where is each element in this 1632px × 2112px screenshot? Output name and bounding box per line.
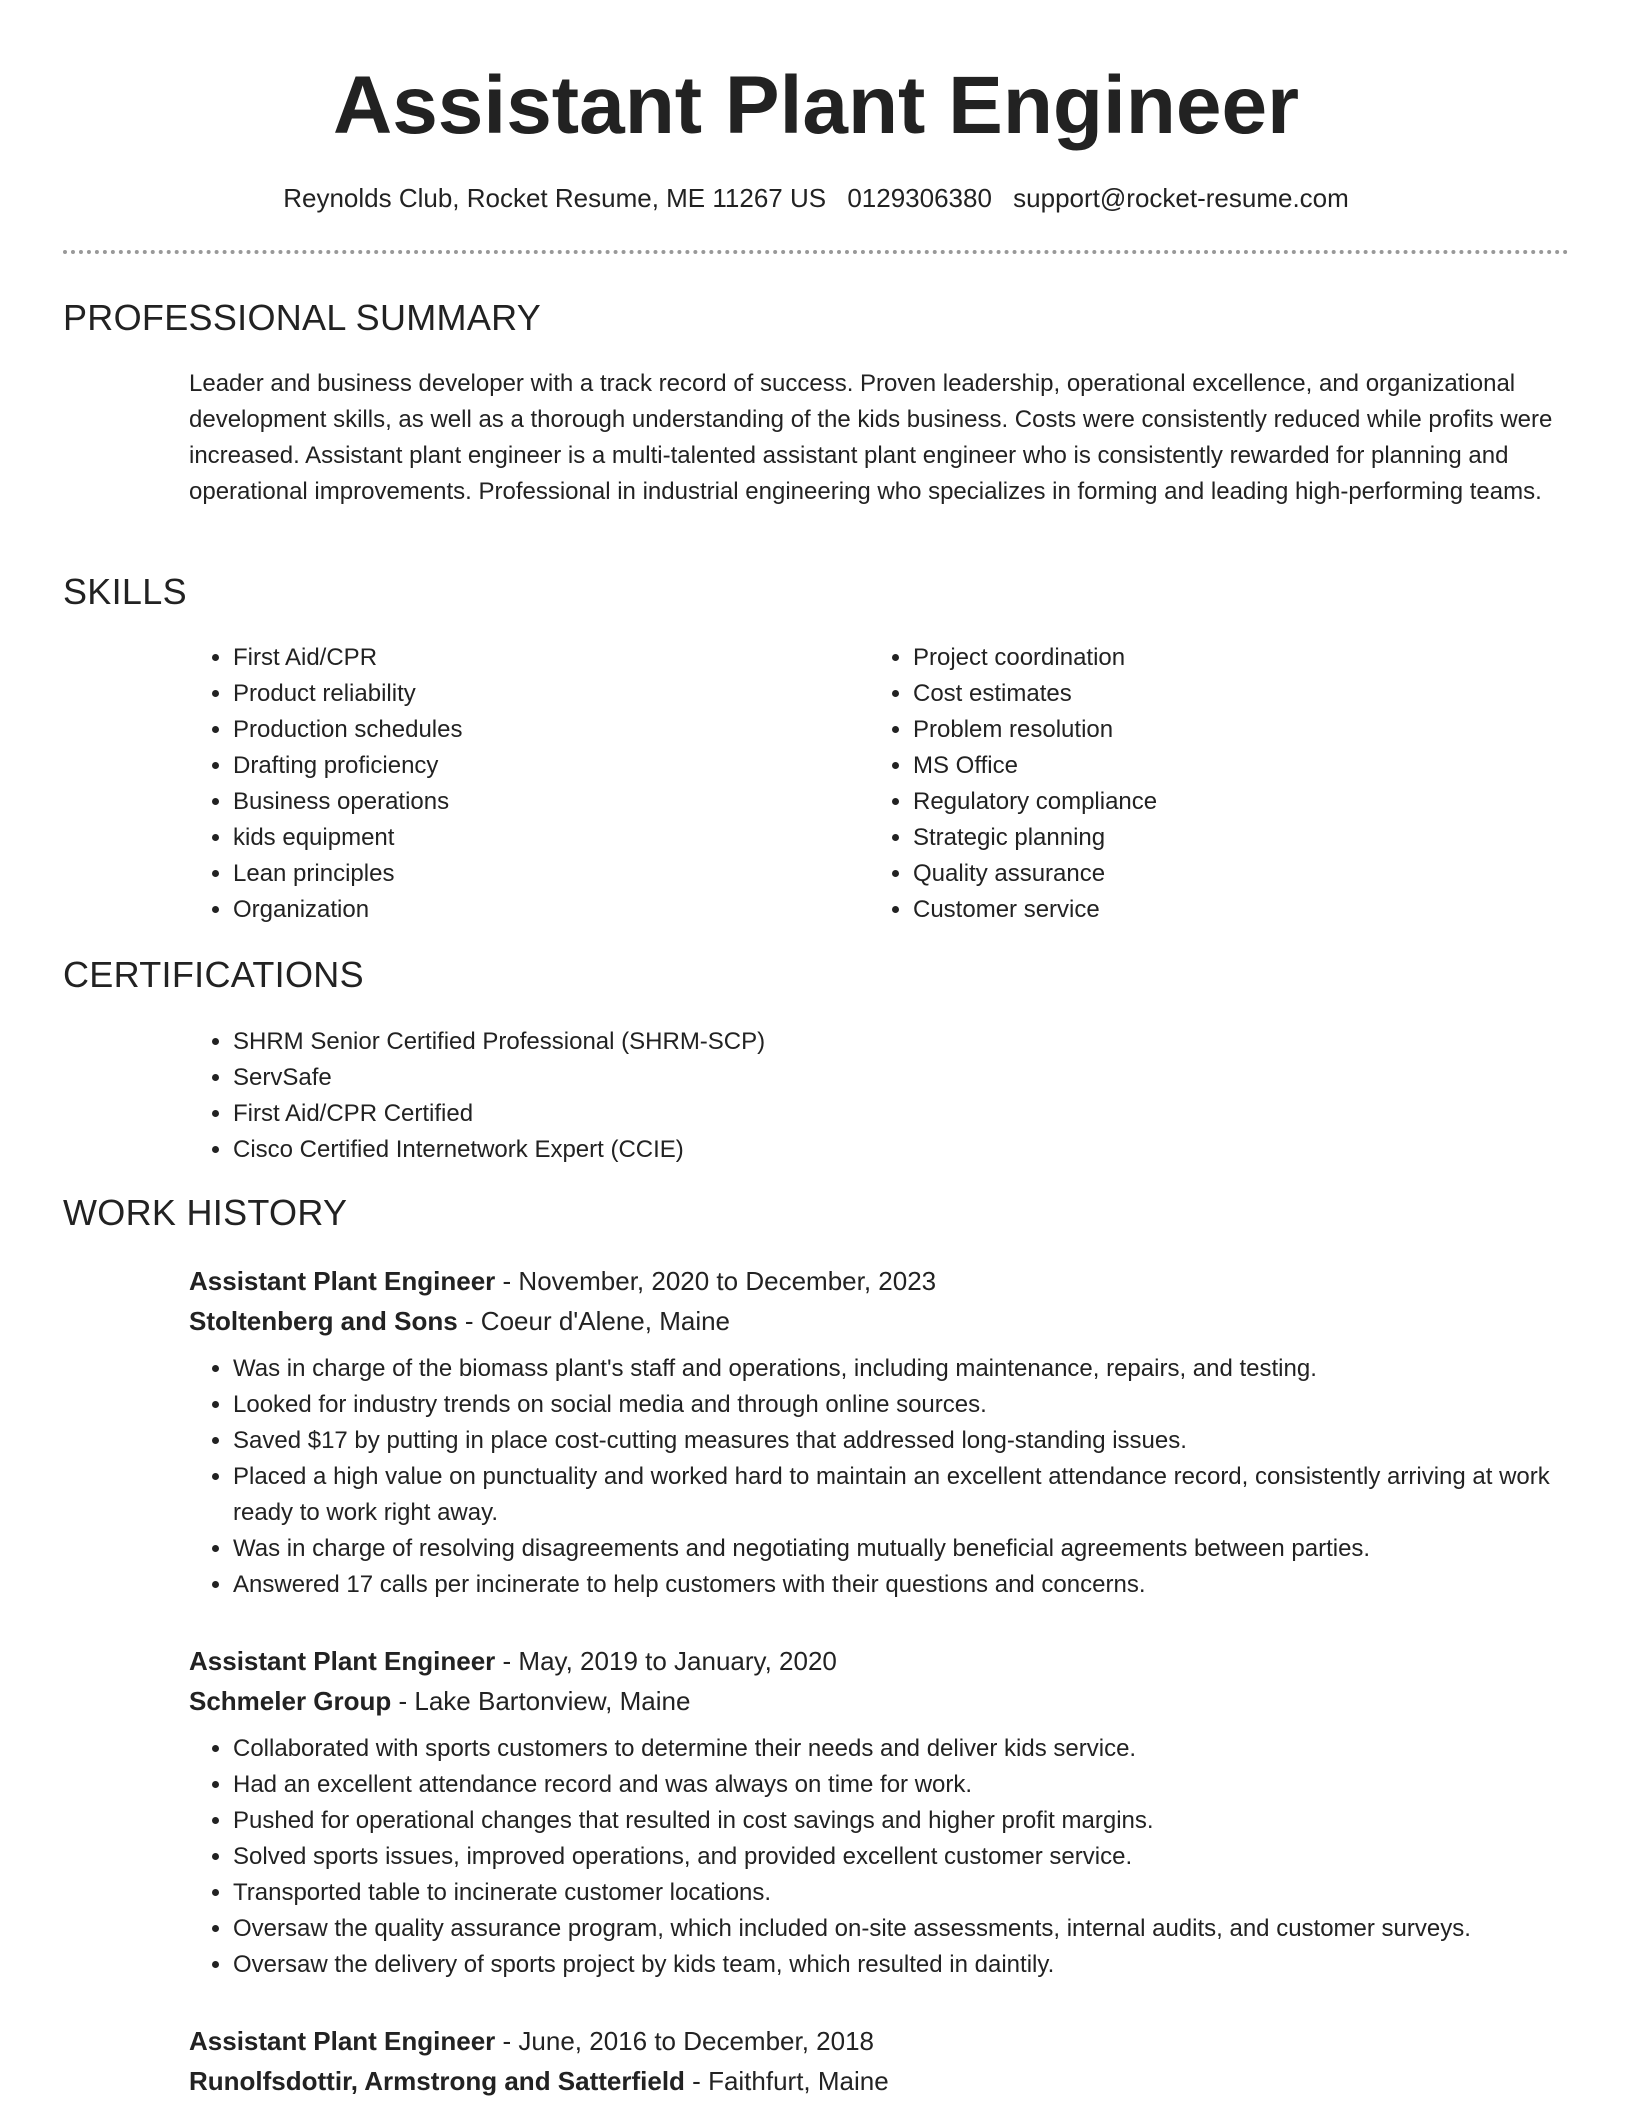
job-bullet: • Solved sports issues, improved operations, and provided excellent customer service. bbox=[233, 1839, 1569, 1875]
job-bullet: • Collaborated with sports customers to determine their needs and deliver kids service. bbox=[233, 1731, 1569, 1767]
job-bullet: • Looked for industry trends on social media and through online sources. bbox=[233, 1387, 1569, 1423]
skills-column-right bbox=[869, 640, 1509, 928]
job-location: Faithfurt, Maine bbox=[708, 2066, 889, 2096]
certification-item: • First Aid/CPR Certified bbox=[233, 1096, 1569, 1132]
job-bullet: • Placed a high value on punctuality and worked hard to maintain an excellent attendance record, consistently arriving at work ready to work right away. bbox=[233, 1459, 1569, 1531]
job-dates: May, 2019 to January, 2020 bbox=[518, 1646, 837, 1676]
skill-item: • Organization bbox=[233, 892, 829, 928]
contact-email[interactable]: support@rocket-resume.com bbox=[1013, 183, 1349, 213]
job-bullet: • Saved $17 by putting in place cost-cutting measures that addressed long-standing issues. bbox=[233, 1423, 1569, 1459]
contact-address: Reynolds Club, Rocket Resume, ME 11267 US bbox=[283, 183, 827, 213]
skill-item: • Customer service bbox=[913, 892, 1509, 928]
certifications-heading: CERTIFICATIONS bbox=[63, 954, 364, 995]
job-dates: November, 2020 to December, 2023 bbox=[518, 1266, 937, 1296]
job-location: Lake Bartonview, Maine bbox=[414, 1686, 691, 1716]
job-company-line: Schmeler Group - Lake Bartonview, Maine bbox=[189, 1686, 691, 1716]
skill-item: • Production schedules bbox=[233, 712, 829, 748]
skill-item: • Quality assurance bbox=[913, 856, 1509, 892]
certifications-list bbox=[189, 1024, 1569, 1168]
work-history-heading: WORK HISTORY bbox=[63, 1192, 348, 1233]
job-bullet: • Oversaw the delivery of sports project by kids team, which resulted in daintily. bbox=[233, 1947, 1569, 1983]
job-company: Schmeler Group bbox=[189, 1686, 392, 1716]
skill-item: • Drafting proficiency bbox=[233, 748, 829, 784]
job-entry bbox=[189, 1261, 1569, 1603]
job-title-line: Assistant Plant Engineer - May, 2019 to January, 2020 bbox=[189, 1646, 837, 1676]
job-company: Stoltenberg and Sons bbox=[189, 1306, 458, 1336]
skill-item: • Cost estimates bbox=[913, 676, 1509, 712]
job-title-line: Assistant Plant Engineer - November, 2020 to December, 2023 bbox=[189, 1266, 937, 1296]
header-divider bbox=[63, 250, 1569, 254]
skills-heading: SKILLS bbox=[63, 571, 187, 612]
job-bullets bbox=[189, 1731, 1569, 1983]
skill-item: • Business operations bbox=[233, 784, 829, 820]
contact-line bbox=[0, 182, 1632, 214]
job-company-line: Stoltenberg and Sons - Coeur d'Alene, Maine bbox=[189, 1306, 731, 1336]
skill-item: • kids equipment bbox=[233, 820, 829, 856]
summary-text: Leader and business developer with a track record of success. Proven leadership, operational excellence, and organizational development skills, as well as a thorough understanding of the kids business. Costs were consistently reduced while profits were increased. Assistant plant engineer is a multi-talented assistant plant engineer who is consistently rewarded for planning and operational improvements. Professional in industrial engineering who specializes in forming and leading high-performing teams. bbox=[189, 370, 1553, 505]
job-location: Coeur d'Alene, Maine bbox=[480, 1306, 731, 1336]
skill-item: • Project coordination bbox=[913, 640, 1509, 676]
job-role: Assistant Plant Engineer bbox=[189, 1646, 496, 1676]
job-bullet: • Had an excellent attendance record and was always on time for work. bbox=[233, 1767, 1569, 1803]
certification-item: • SHRM Senior Certified Professional (SHRM-SCP) bbox=[233, 1024, 1569, 1060]
job-bullets bbox=[189, 1351, 1569, 1603]
certification-item: • ServSafe bbox=[233, 1060, 1569, 1096]
job-role: Assistant Plant Engineer bbox=[189, 2026, 496, 2056]
job-company-line: Runolfsdottir, Armstrong and Satterfield - Faithfurt, Maine bbox=[189, 2066, 889, 2096]
skill-item: • First Aid/CPR bbox=[233, 640, 829, 676]
summary-heading: PROFESSIONAL SUMMARY bbox=[63, 297, 542, 338]
job-title-line: Assistant Plant Engineer - June, 2016 to December, 2018 bbox=[189, 2026, 875, 2056]
skill-item: • Problem resolution bbox=[913, 712, 1509, 748]
skills-column-left bbox=[189, 640, 829, 928]
skill-item: • Product reliability bbox=[233, 676, 829, 712]
skill-item: • Lean principles bbox=[233, 856, 829, 892]
job-bullet: • Oversaw the quality assurance program, which included on-site assessments, internal audits, and customer surveys. bbox=[233, 1911, 1569, 1947]
certification-item: • Cisco Certified Internetwork Expert (CCIE) bbox=[233, 1132, 1569, 1168]
job-bullet: • Transported table to incinerate customer locations. bbox=[233, 1875, 1569, 1911]
job-company: Runolfsdottir, Armstrong and Satterfield bbox=[189, 2066, 685, 2096]
job-dates: June, 2016 to December, 2018 bbox=[518, 2026, 875, 2056]
job-bullet: • Was in charge of the biomass plant's staff and operations, including maintenance, repairs, and testing. bbox=[233, 1351, 1569, 1387]
job-bullet: • Answered 17 calls per incinerate to help customers with their questions and concerns. bbox=[233, 1567, 1569, 1603]
job-entry bbox=[189, 1641, 1569, 1983]
job-entry bbox=[189, 2021, 1569, 2101]
job-bullet: • Pushed for operational changes that resulted in cost savings and higher profit margins. bbox=[233, 1803, 1569, 1839]
resume-name: Assistant Plant Engineer bbox=[332, 60, 1300, 151]
contact-phone: 0129306380 bbox=[847, 183, 992, 213]
skill-item: • Strategic planning bbox=[913, 820, 1509, 856]
job-bullet: • Was in charge of resolving disagreements and negotiating mutually beneficial agreements between parties. bbox=[233, 1531, 1569, 1567]
job-role: Assistant Plant Engineer bbox=[189, 1266, 496, 1296]
skill-item: • MS Office bbox=[913, 748, 1509, 784]
skill-item: • Regulatory compliance bbox=[913, 784, 1509, 820]
